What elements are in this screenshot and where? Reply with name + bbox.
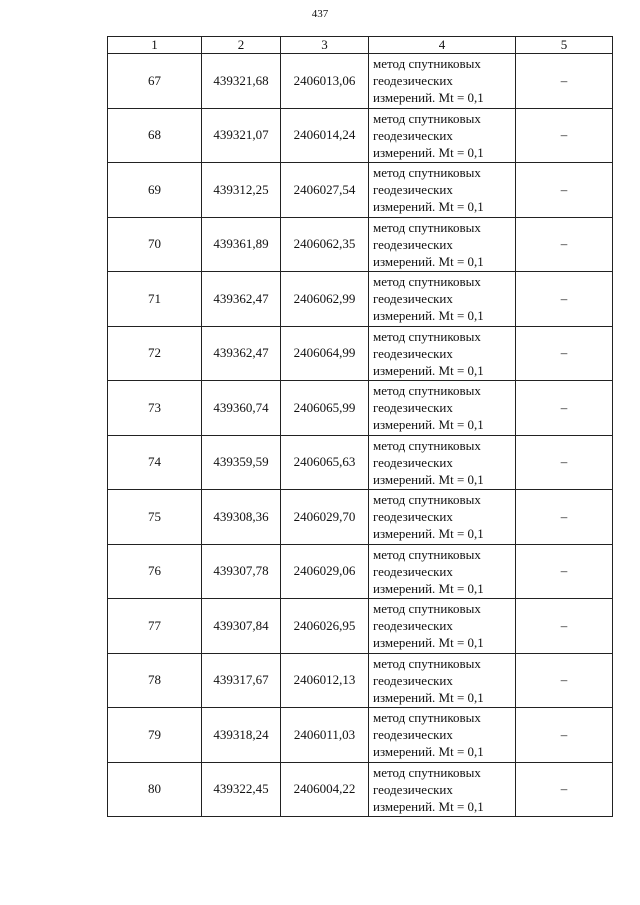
method-text-line: геодезических	[373, 454, 453, 470]
note-cell: –	[516, 490, 613, 545]
x-coordinate-cell: 439321,07	[202, 108, 281, 163]
x-coordinate-cell: 439362,47	[202, 272, 281, 327]
x-coordinate-cell: 439322,45	[202, 762, 281, 817]
method-text-line: метод спутниковых	[373, 165, 481, 181]
note-cell: –	[516, 653, 613, 708]
method-text-line: метод спутниковых	[373, 274, 481, 290]
method-text-line: метод спутниковых	[373, 437, 481, 453]
method-text-line: измерений. Mt = 0,1	[373, 744, 484, 760]
method-cell	[369, 108, 516, 163]
point-number-cell: 78	[108, 653, 202, 708]
method-cell	[369, 326, 516, 381]
point-number-cell: 73	[108, 381, 202, 436]
method-text-line: метод спутниковых	[373, 710, 481, 726]
x-coordinate-cell: 439361,89	[202, 217, 281, 272]
point-number-cell: 70	[108, 217, 202, 272]
point-number-cell: 76	[108, 544, 202, 599]
point-number-cell: 75	[108, 490, 202, 545]
table-row	[108, 217, 613, 272]
method-text-line: метод спутниковых	[373, 110, 481, 126]
y-coordinate-cell: 2406026,95	[281, 599, 369, 654]
coordinates-table	[107, 36, 613, 817]
point-number-cell: 79	[108, 708, 202, 763]
note-cell: –	[516, 435, 613, 490]
method-text-line: геодезических	[373, 672, 453, 688]
table-row	[108, 762, 613, 817]
method-text-line: геодезических	[373, 182, 453, 198]
x-coordinate-cell: 439362,47	[202, 326, 281, 381]
table-body	[108, 54, 613, 817]
method-text-line: измерений. Mt = 0,1	[373, 689, 484, 705]
y-coordinate-cell: 2406065,63	[281, 435, 369, 490]
method-cell	[369, 653, 516, 708]
table-row	[108, 490, 613, 545]
note-cell: –	[516, 544, 613, 599]
note-cell: –	[516, 272, 613, 327]
x-coordinate-cell: 439321,68	[202, 54, 281, 109]
x-coordinate-cell: 439312,25	[202, 163, 281, 218]
method-text-line: измерений. Mt = 0,1	[373, 362, 484, 378]
y-coordinate-cell: 2406014,24	[281, 108, 369, 163]
header-col-2: 2	[202, 37, 281, 54]
method-text-line: геодезических	[373, 509, 453, 525]
table-row	[108, 163, 613, 218]
y-coordinate-cell: 2406027,54	[281, 163, 369, 218]
method-text-line: геодезических	[373, 618, 453, 634]
note-cell: –	[516, 108, 613, 163]
method-text-line: измерений. Mt = 0,1	[373, 526, 484, 542]
x-coordinate-cell: 439360,74	[202, 381, 281, 436]
x-coordinate-cell: 439307,84	[202, 599, 281, 654]
method-cell	[369, 490, 516, 545]
method-cell	[369, 599, 516, 654]
method-text-line: геодезических	[373, 727, 453, 743]
point-number-cell: 80	[108, 762, 202, 817]
table-row	[108, 326, 613, 381]
point-number-cell: 71	[108, 272, 202, 327]
method-cell	[369, 381, 516, 436]
note-cell: –	[516, 163, 613, 218]
table-row	[108, 653, 613, 708]
method-text-line: геодезических	[373, 127, 453, 143]
method-cell	[369, 544, 516, 599]
method-text-line: геодезических	[373, 563, 453, 579]
note-cell: –	[516, 326, 613, 381]
method-text-line: метод спутниковых	[373, 546, 481, 562]
method-text-line: геодезических	[373, 400, 453, 416]
method-text-line: метод спутниковых	[373, 601, 481, 617]
note-cell: –	[516, 217, 613, 272]
y-coordinate-cell: 2406012,13	[281, 653, 369, 708]
method-cell	[369, 163, 516, 218]
method-text-line: измерений. Mt = 0,1	[373, 144, 484, 160]
note-cell: –	[516, 381, 613, 436]
header-col-1: 1	[108, 37, 202, 54]
table-row	[108, 272, 613, 327]
method-text-line: измерений. Mt = 0,1	[373, 635, 484, 651]
header-col-4: 4	[369, 37, 516, 54]
method-text-line: метод спутниковых	[373, 56, 481, 72]
method-text-line: измерений. Mt = 0,1	[373, 90, 484, 106]
note-cell: –	[516, 708, 613, 763]
y-coordinate-cell: 2406062,35	[281, 217, 369, 272]
method-text-line: метод спутниковых	[373, 764, 481, 780]
method-text-line: метод спутниковых	[373, 328, 481, 344]
x-coordinate-cell: 439359,59	[202, 435, 281, 490]
table-row	[108, 708, 613, 763]
point-number-cell: 72	[108, 326, 202, 381]
x-coordinate-cell: 439317,67	[202, 653, 281, 708]
method-cell	[369, 762, 516, 817]
method-text-line: геодезических	[373, 781, 453, 797]
method-text-line: метод спутниковых	[373, 492, 481, 508]
page-number: 437	[311, 8, 329, 20]
x-coordinate-cell: 439318,24	[202, 708, 281, 763]
method-text-line: измерений. Mt = 0,1	[373, 417, 484, 433]
method-text-line: метод спутниковых	[373, 383, 481, 399]
table-row	[108, 381, 613, 436]
method-text-line: геодезических	[373, 345, 453, 361]
table-row	[108, 599, 613, 654]
method-text-line: геодезических	[373, 291, 453, 307]
method-text-line: измерений. Mt = 0,1	[373, 308, 484, 324]
method-text-line: измерений. Mt = 0,1	[373, 253, 484, 269]
method-text-line: метод спутниковых	[373, 219, 481, 235]
point-number-cell: 74	[108, 435, 202, 490]
point-number-cell: 67	[108, 54, 202, 109]
y-coordinate-cell: 2406029,06	[281, 544, 369, 599]
method-cell	[369, 708, 516, 763]
method-text-line: метод спутниковых	[373, 655, 481, 671]
header-col-5: 5	[516, 37, 613, 54]
method-cell	[369, 272, 516, 327]
table-row	[108, 108, 613, 163]
method-cell	[369, 217, 516, 272]
y-coordinate-cell: 2406004,22	[281, 762, 369, 817]
method-text-line: измерений. Mt = 0,1	[373, 471, 484, 487]
note-cell: –	[516, 599, 613, 654]
method-cell	[369, 54, 516, 109]
table-row	[108, 435, 613, 490]
y-coordinate-cell: 2406013,06	[281, 54, 369, 109]
header-col-3: 3	[281, 37, 369, 54]
y-coordinate-cell: 2406064,99	[281, 326, 369, 381]
point-number-cell: 68	[108, 108, 202, 163]
table-header-row	[108, 37, 613, 54]
point-number-cell: 77	[108, 599, 202, 654]
method-text-line: геодезических	[373, 236, 453, 252]
y-coordinate-cell: 2406029,70	[281, 490, 369, 545]
x-coordinate-cell: 439307,78	[202, 544, 281, 599]
x-coordinate-cell: 439308,36	[202, 490, 281, 545]
note-cell: –	[516, 54, 613, 109]
table-row	[108, 54, 613, 109]
method-text-line: измерений. Mt = 0,1	[373, 580, 484, 596]
y-coordinate-cell: 2406011,03	[281, 708, 369, 763]
point-number-cell: 69	[108, 163, 202, 218]
y-coordinate-cell: 2406062,99	[281, 272, 369, 327]
method-text-line: измерений. Mt = 0,1	[373, 199, 484, 215]
method-text-line: геодезических	[373, 73, 453, 89]
method-text-line: измерений. Mt = 0,1	[373, 798, 484, 814]
note-cell: –	[516, 762, 613, 817]
y-coordinate-cell: 2406065,99	[281, 381, 369, 436]
method-cell	[369, 435, 516, 490]
table-row	[108, 544, 613, 599]
